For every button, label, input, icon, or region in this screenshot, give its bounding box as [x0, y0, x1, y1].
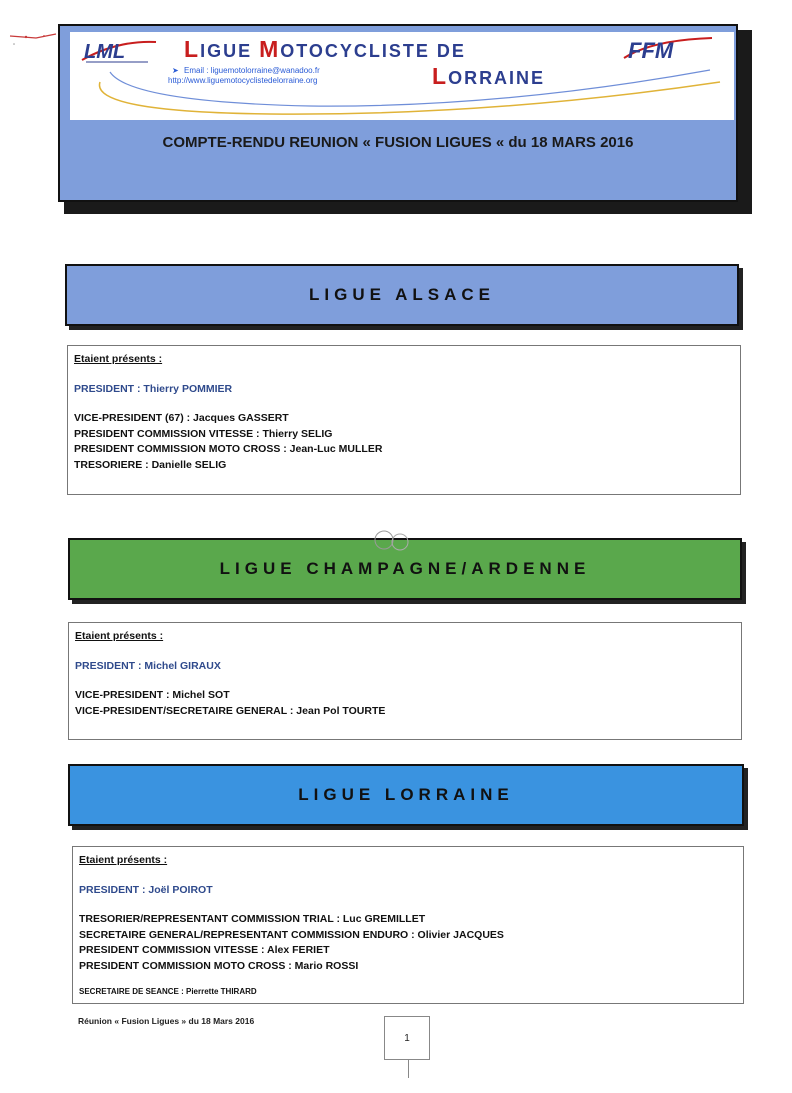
footer-text: Réunion « Fusion Ligues » du 18 Mars 2016 — [78, 1016, 255, 1026]
page-number-tick — [408, 1060, 409, 1078]
attendees-box-champagne — [68, 622, 742, 740]
section-bar-lorraine: LIGUE LORRAINE — [68, 764, 744, 826]
member-line: PRESIDENT COMMISSION VITESSE : Thierry SELIG — [74, 427, 333, 440]
section-bar-alsace: LIGUE ALSACE — [65, 264, 739, 326]
title-word: OTOCYCLISTE DE — [280, 41, 466, 61]
member-line: TRESORIER/REPRESENTANT COMMISSION TRIAL : Luc GREMILLET — [79, 913, 426, 925]
attendees-heading: Etaient présents : — [79, 854, 168, 866]
president-line: PRESIDENT : Michel GIRAUX — [75, 659, 221, 672]
member-line: PRESIDENT COMMISSION MOTO CROSS : Jean-Luc MULLER — [74, 443, 383, 455]
svg-text:LML: LML — [84, 41, 126, 63]
member-line: VICE-PRESIDENT/SECRETAIRE GENERAL : Jean Pol TOURTE — [75, 704, 386, 717]
member-line: PRESIDENT COMMISSION VITESSE : Alex FERIET — [79, 944, 330, 956]
section-bar-champagne: LIGUE CHAMPAGNE/ARDENNE — [68, 538, 742, 600]
title-initial: M — [259, 36, 281, 62]
session-secretary-line: SECRETAIRE DE SEANCE : Pierrette THIRARD — [79, 987, 257, 996]
member-line: PRESIDENT COMMISSION MOTO CROSS : Mario ROSSI — [79, 959, 359, 972]
title-initial: L — [432, 63, 449, 89]
president-line: PRESIDENT : Joël POIROT — [79, 883, 213, 896]
header-title-line1 — [184, 36, 466, 63]
member-line: VICE-PRESIDENT : Michel SOT — [75, 689, 230, 701]
attendees-box-lorraine — [72, 846, 744, 1004]
ffm-logo — [622, 36, 714, 64]
page-number: 1 — [384, 1016, 430, 1060]
header-title-line2 — [432, 63, 545, 90]
title-initial: L — [184, 36, 201, 62]
attendees-box-alsace — [67, 345, 741, 495]
attendees-heading: Etaient présents : — [75, 630, 164, 642]
title-word: IGUE — [200, 41, 260, 61]
member-line: SECRETAIRE GENERAL/REPRESENTANT COMMISSION ENDURO : Olivier JACQUES — [79, 928, 504, 941]
email-icon: ➤ — [172, 66, 179, 75]
report-title: COMPTE-RENDU REUNION « FUSION LIGUES « du 18 MARS 2016 — [162, 134, 634, 151]
header-email[interactable]: Email : liguemotolorraine@wanadoo.fr — [184, 66, 320, 75]
member-line: VICE-PRESIDENT (67) : Jacques GASSERT — [74, 412, 289, 424]
header-website[interactable]: http://www.liguemotocyclistedelorraine.org — [168, 76, 318, 85]
president-line: PRESIDENT : Thierry POMMIER — [74, 382, 233, 395]
member-line: TRESORIERE : Danielle SELIG — [74, 458, 227, 471]
scan-stamp-icon — [368, 528, 422, 558]
attendees-heading: Etaient présents : — [74, 353, 163, 365]
lml-logo — [78, 36, 158, 66]
svg-text:FFM: FFM — [628, 38, 674, 63]
title-word: ORRAINE — [448, 68, 546, 88]
